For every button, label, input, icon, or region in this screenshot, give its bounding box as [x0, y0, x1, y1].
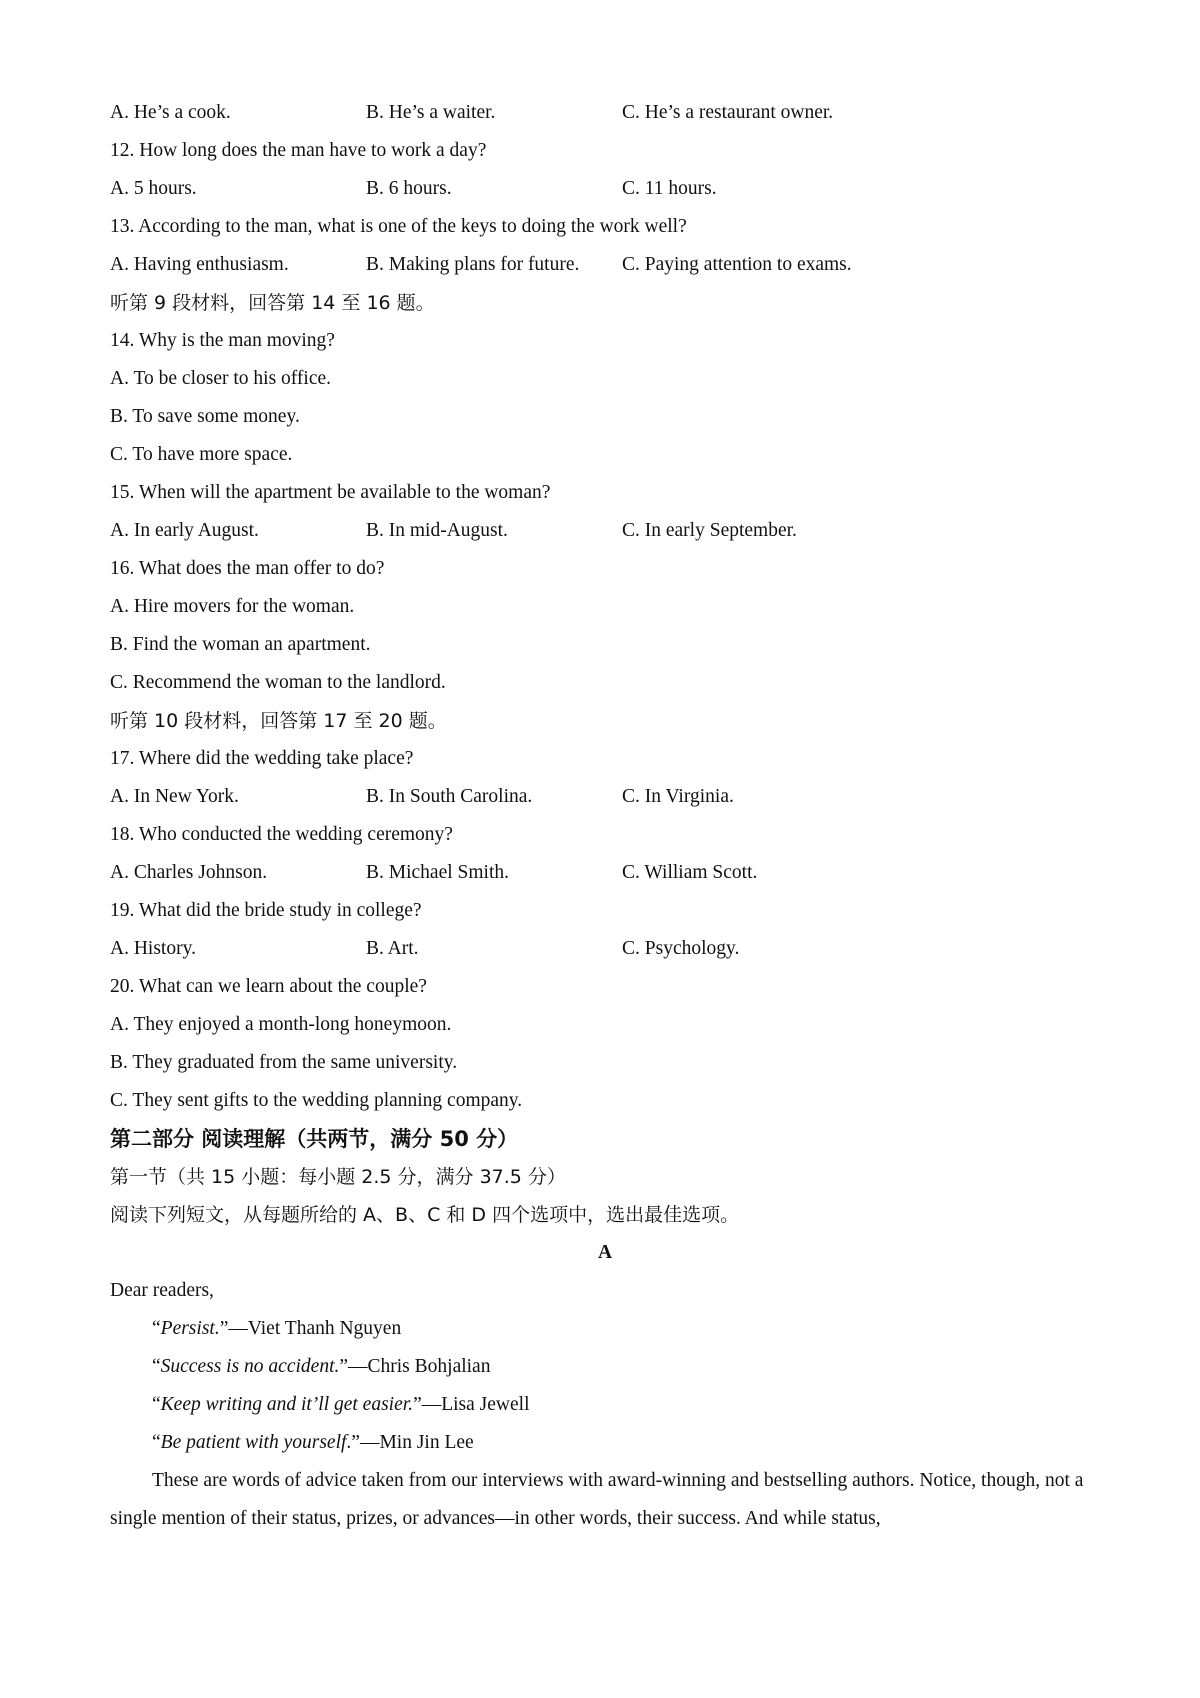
- q12-option-b[interactable]: B. 6 hours.: [366, 178, 452, 199]
- q11-option-b[interactable]: B. He’s a waiter.: [366, 102, 496, 123]
- quote-line: [110, 1424, 1100, 1462]
- q13-option-a[interactable]: A. Having enthusiasm.: [110, 254, 289, 275]
- q12-options: [110, 170, 1100, 208]
- quote-line: [110, 1386, 1100, 1424]
- q18-option-a[interactable]: A. Charles Johnson.: [110, 862, 268, 883]
- section-10-instruction: 听第 10 段材料，回答第 17 至 20 题。: [110, 710, 447, 732]
- q11-option-a[interactable]: A. He’s a cook.: [110, 102, 231, 123]
- quote-line: [110, 1348, 1100, 1386]
- quote-text: Success is no accident.: [160, 1356, 340, 1377]
- q19-option-b[interactable]: B. Art.: [366, 938, 419, 959]
- q19-option-c[interactable]: C. Psychology.: [622, 938, 740, 959]
- q13-question: 13. According to the man, what is one of the keys to doing the work well?: [110, 216, 687, 237]
- quote-open-mark: “: [152, 1356, 161, 1377]
- q20-option-b[interactable]: B. They graduated from the same university.: [110, 1052, 458, 1073]
- quote-text: Be patient with yourself: [160, 1432, 347, 1453]
- quote-attribution: ”—Viet Thanh Nguyen: [219, 1318, 402, 1339]
- exam-page: [110, 94, 1100, 1538]
- passage-greeting: Dear readers,: [110, 1280, 214, 1301]
- quote-open-mark: “: [152, 1318, 161, 1339]
- q15-option-c[interactable]: C. In early September.: [622, 520, 797, 541]
- q15-options: [110, 512, 1100, 550]
- q13-option-c[interactable]: C. Paying attention to exams.: [622, 254, 852, 275]
- q17-option-b[interactable]: B. In South Carolina.: [366, 786, 533, 807]
- q20-option-c[interactable]: C. They sent gifts to the wedding planning company.: [110, 1090, 523, 1111]
- passage-label: A: [597, 1242, 613, 1263]
- q16-option-a[interactable]: A. Hire movers for the woman.: [110, 596, 355, 617]
- q11-option-c[interactable]: C. He’s a restaurant owner.: [622, 102, 834, 123]
- part-2-heading: 第二部分 阅读理解（共两节，满分 50 分）: [110, 1127, 519, 1151]
- part-2-instruction: 阅读下列短文，从每题所给的 A、B、C 和 D 四个选项中，选出最佳选项。: [110, 1204, 740, 1226]
- q16-option-b[interactable]: B. Find the woman an apartment.: [110, 634, 371, 655]
- q13-options: [110, 246, 1100, 284]
- q16-question: 16. What does the man offer to do?: [110, 558, 385, 579]
- q13-option-b[interactable]: B. Making plans for future.: [366, 254, 580, 275]
- quote-attribution: .”—Min Jin Lee: [346, 1432, 474, 1453]
- quote-attribution: ”—Chris Bohjalian: [339, 1356, 491, 1377]
- quote-open-mark: “: [152, 1394, 161, 1415]
- q12-option-a[interactable]: A. 5 hours.: [110, 178, 197, 199]
- quote-attribution: ”—Lisa Jewell: [413, 1394, 530, 1415]
- q14-option-a[interactable]: A. To be closer to his office.: [110, 368, 332, 389]
- q18-options: [110, 854, 1100, 892]
- q19-option-a[interactable]: A. History.: [110, 938, 196, 959]
- q15-question: 15. When will the apartment be available to the woman?: [110, 482, 551, 503]
- q17-option-c[interactable]: C. In Virginia.: [622, 786, 734, 807]
- q11-options: [110, 94, 1100, 132]
- q19-options: [110, 930, 1100, 968]
- q12-question: 12. How long does the man have to work a day?: [110, 140, 487, 161]
- q20-question: 20. What can we learn about the couple?: [110, 976, 427, 997]
- q14-option-c[interactable]: C. To have more space.: [110, 444, 293, 465]
- section-9-instruction: 听第 9 段材料，回答第 14 至 16 题。: [110, 292, 435, 314]
- q20-option-a[interactable]: A. They enjoyed a month-long honeymoon.: [110, 1014, 452, 1035]
- quote-open-mark: “: [152, 1432, 161, 1453]
- q17-options: [110, 778, 1100, 816]
- q16-option-c[interactable]: C. Recommend the woman to the landlord.: [110, 672, 446, 693]
- q18-option-c[interactable]: C. William Scott.: [622, 862, 758, 883]
- q19-question: 19. What did the bride study in college?: [110, 900, 422, 921]
- part-2-section-1: 第一节（共 15 小题：每小题 2.5 分，满分 37.5 分）: [110, 1166, 566, 1188]
- q18-question: 18. Who conducted the wedding ceremony?: [110, 824, 453, 845]
- q14-option-b[interactable]: B. To save some money.: [110, 406, 300, 427]
- q17-question: 17. Where did the wedding take place?: [110, 748, 414, 769]
- passage-paragraph: These are words of advice taken from our interviews with award-winning and bestselling authors. Notice, though, not a single mention of their status, prizes, or advances—in other words, their success. And while status,: [110, 1470, 1084, 1529]
- quote-line: [110, 1310, 1100, 1348]
- q18-option-b[interactable]: B. Michael Smith.: [366, 862, 509, 883]
- quote-text: Keep writing and it’ll get easier.: [160, 1394, 414, 1415]
- quote-text: Persist.: [160, 1318, 220, 1339]
- q17-option-a[interactable]: A. In New York.: [110, 786, 239, 807]
- q14-question: 14. Why is the man moving?: [110, 330, 335, 351]
- q15-option-a[interactable]: A. In early August.: [110, 520, 259, 541]
- q12-option-c[interactable]: C. 11 hours.: [622, 178, 717, 199]
- q15-option-b[interactable]: B. In mid-August.: [366, 520, 508, 541]
